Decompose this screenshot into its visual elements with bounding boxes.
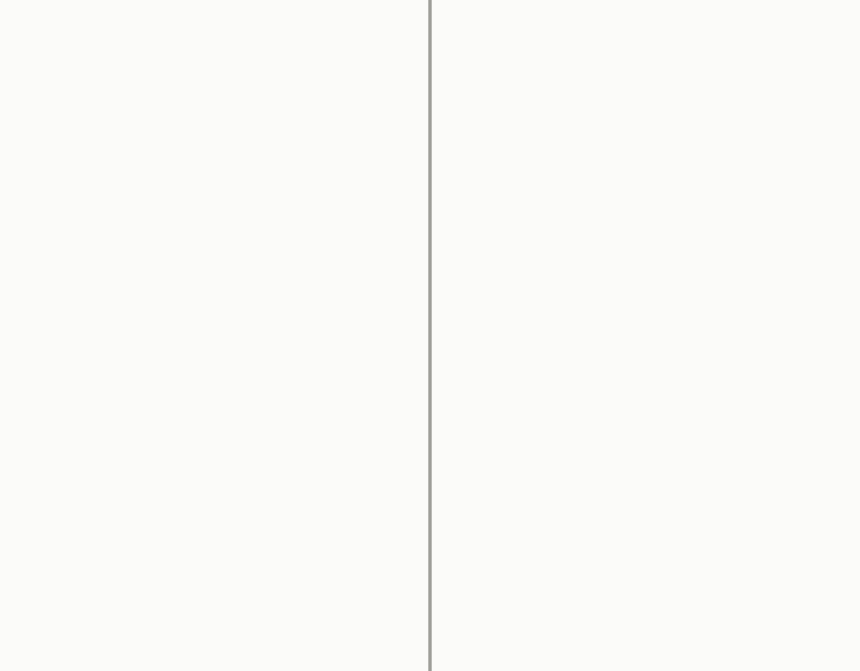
right-page [432,0,860,671]
left-page [0,0,428,671]
